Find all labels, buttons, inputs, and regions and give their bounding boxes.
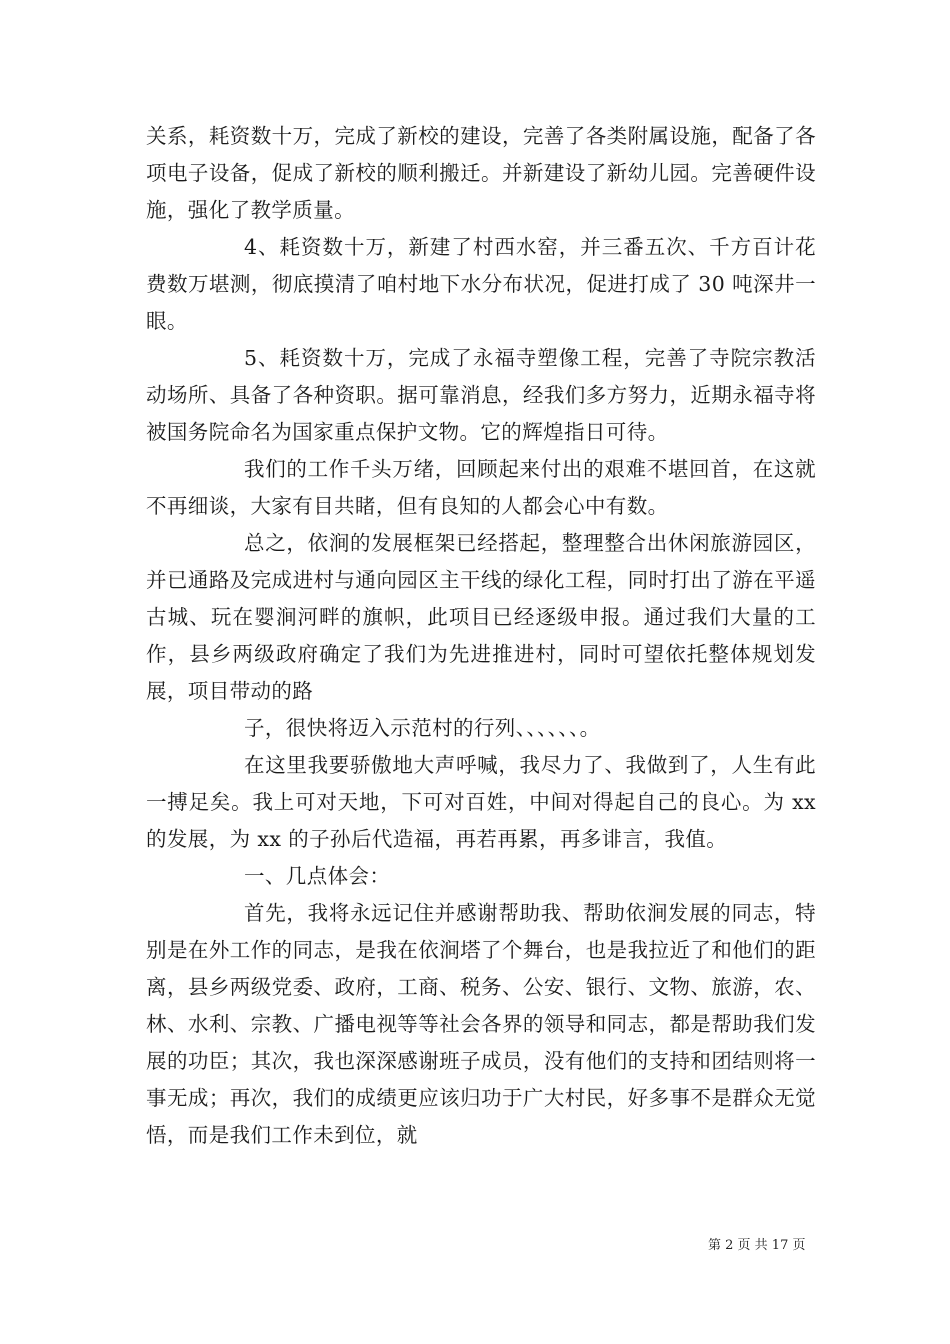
paragraph-2: 4、耗资数十万，新建了村西水窑，并三番五次、千方百计花费数万堪测，彻底摸清了咱村地下水分布状况，促进打成了 30 吨深井一眼。 [146, 235, 816, 333]
document-body [146, 118, 816, 1154]
paragraph-5: 总之，依涧的发展框架已经搭起，整理整合出休闲旅游园区，并已通路及完成进村与通向园区主干线的绿化工程，同时打出了游在平遥古城、玩在婴涧河畔的旗帜，此项目已经逐级申报。通过我们大量的工作，县乡两级政府确定了我们为先进推进村，同时可望依托整体规划发展，项目带动的路 [146, 531, 816, 703]
paragraph-1: 关系，耗资数十万，完成了新校的建设，完善了各类附属设施，配备了各项电子设备，促成了新校的顺利搬迁。并新建设了新幼儿园。完善硬件设施，强化了教学质量。 [146, 124, 816, 222]
paragraph-4: 我们的工作千头万绪，回顾起来付出的艰难不堪回首，在这就不再细谈，大家有目共睹，但有良知的人都会心中有数。 [146, 457, 816, 518]
paragraph-3: 5、耗资数十万，完成了永福寺塑像工程，完善了寺院宗教活动场所、具备了各种资职。据可靠消息，经我们多方努力，近期永福寺将被国务院命名为国家重点保护文物。它的辉煌指日可待。 [146, 346, 816, 444]
paragraph-7: 在这里我要骄傲地大声呼喊，我尽力了、我做到了，人生有此一搏足矣。我上可对天地，下可对百姓，中间对得起自己的良心。为 xx 的发展，为 xx 的子孙后代造福，再若再累，再多诽言，我值。 [146, 753, 816, 851]
paragraph-8: 首先，我将永远记住并感谢帮助我、帮助依涧发展的同志，特别是在外工作的同志，是我在依涧塔了个舞台，也是我拉近了和他们的距离，县乡两级党委、政府，工商、税务、公安、银行、文物、旅游，农、林、水利、宗教、广播电视等等社会各界的领导和同志，都是帮助我们发展的功臣；其次，我也深深感谢班子成员，没有他们的支持和团结则将一事无成；再次，我们的成绩更应该归功于广大村民，好多事不是群众无觉悟，而是我们工作未到位，就 [146, 901, 816, 1147]
page-number-footer: 第 2 页 共 17 页 [708, 1238, 806, 1253]
section-heading: 一、几点体会： [244, 864, 391, 888]
paragraph-6: 子，很快将迈入示范村的行列、、、、、、。 [244, 716, 601, 740]
